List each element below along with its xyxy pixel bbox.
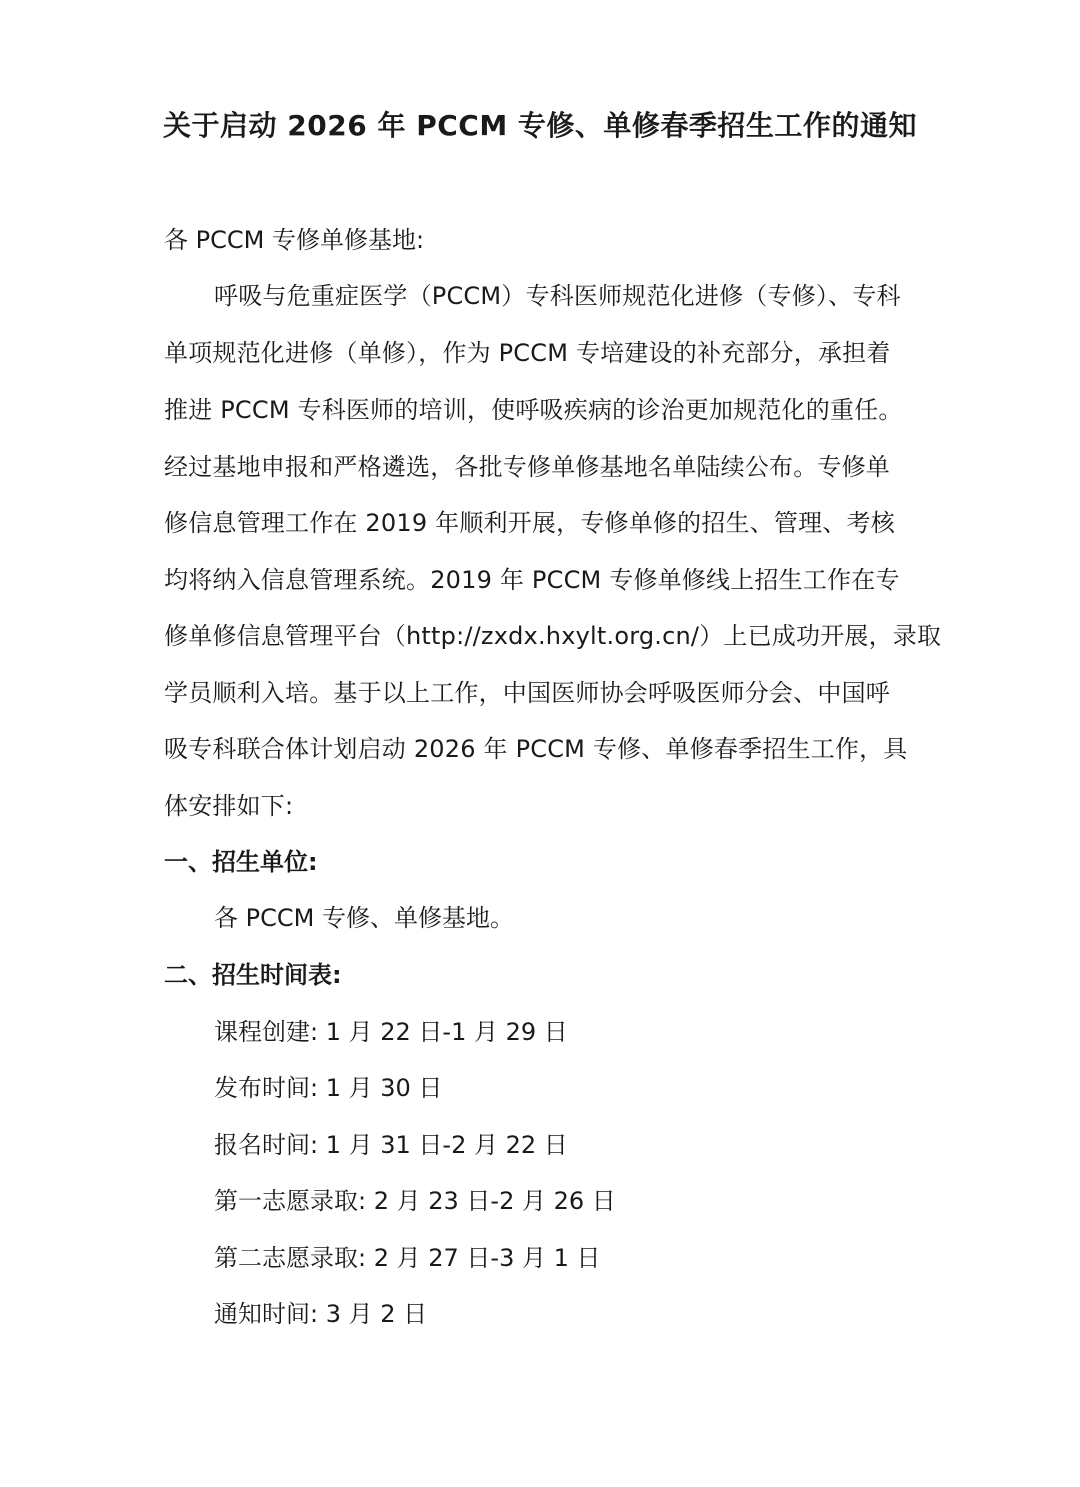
- paragraph-line: 学员顺利入培。基于以上工作，中国医师协会呼吸医师分会、中国呼: [164, 679, 890, 707]
- paragraph-line: 推进 PCCM 专科医师的培训，使呼吸疾病的诊治更加规范化的重任。: [164, 396, 903, 424]
- salutation: 各 PCCM 专修单修基地:: [164, 226, 425, 254]
- schedule-item: 通知时间: 3 月 2 日: [214, 1300, 428, 1328]
- schedule-item: 报名时间: 1 月 31 日-2 月 22 日: [214, 1131, 568, 1159]
- section-heading-recruiting-units: 一、招生单位:: [164, 848, 318, 876]
- schedule-item: 第二志愿录取: 2 月 27 日-3 月 1 日: [214, 1244, 601, 1272]
- paragraph-line: 吸专科联合体计划启动 2026 年 PCCM 专修、单修春季招生工作，具: [164, 735, 908, 763]
- schedule-item: 发布时间: 1 月 30 日: [214, 1074, 443, 1102]
- section-content-recruiting-units: 各 PCCM 专修、单修基地。: [214, 904, 514, 932]
- section-heading-schedule: 二、招生时间表:: [164, 961, 342, 989]
- paragraph-line: 修单修信息管理平台（http://zxdx.hxylt.org.cn/）上已成功开展，录取: [164, 622, 942, 650]
- paragraph-line: 呼吸与危重症医学（PCCM）专科医师规范化进修（专修）、专科: [214, 282, 901, 310]
- paragraph-line: 经过基地申报和严格遴选，各批专修单修基地名单陆续公布。专修单: [164, 453, 890, 481]
- schedule-item: 课程创建: 1 月 22 日-1 月 29 日: [214, 1018, 568, 1046]
- schedule-item: 第一志愿录取: 2 月 23 日-2 月 26 日: [214, 1187, 616, 1215]
- document-title: 关于启动 2026 年 PCCM 专修、单修春季招生工作的通知: [163, 109, 917, 142]
- paragraph-line: 体安排如下:: [164, 792, 294, 820]
- paragraph-line: 单项规范化进修（单修），作为 PCCM 专培建设的补充部分，承担着: [164, 339, 891, 367]
- paragraph-line: 均将纳入信息管理系统。2019 年 PCCM 专修单修线上招生工作在专: [164, 566, 900, 594]
- paragraph-line: 修信息管理工作在 2019 年顺利开展，专修单修的招生、管理、考核: [164, 509, 895, 537]
